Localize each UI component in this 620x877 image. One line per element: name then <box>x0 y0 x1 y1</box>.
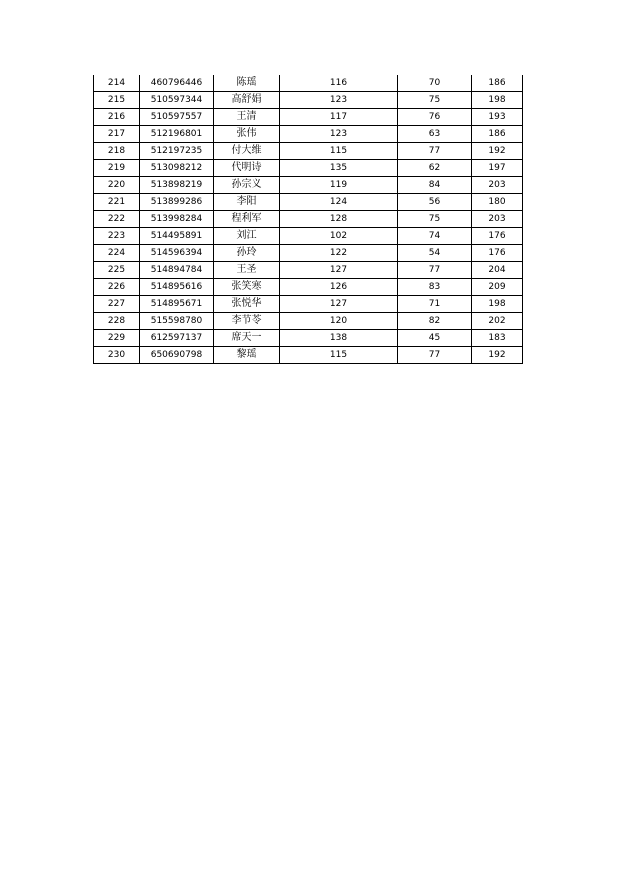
student-name-cell: 王清 <box>214 109 280 126</box>
student-name-cell: 王圣 <box>214 262 280 279</box>
row-index-cell: 227 <box>94 296 140 313</box>
score-b-cell: 45 <box>398 330 472 347</box>
score-b-cell: 84 <box>398 177 472 194</box>
student-name-cell: 程利军 <box>214 211 280 228</box>
row-index-cell: 220 <box>94 177 140 194</box>
score-b-cell: 62 <box>398 160 472 177</box>
student-id-cell: 512197235 <box>140 143 214 160</box>
student-name-cell: 席天一 <box>214 330 280 347</box>
score-b-cell: 71 <box>398 296 472 313</box>
score-a-cell: 123 <box>280 92 398 109</box>
table-row <box>94 330 523 347</box>
total-score-cell: 180 <box>472 194 523 211</box>
score-b-cell: 56 <box>398 194 472 211</box>
score-a-cell: 123 <box>280 126 398 143</box>
score-a-cell: 120 <box>280 313 398 330</box>
table-row <box>94 313 523 330</box>
total-score-cell: 202 <box>472 313 523 330</box>
table-row <box>94 92 523 109</box>
table-row <box>94 211 523 228</box>
score-a-cell: 115 <box>280 143 398 160</box>
table-row <box>94 75 523 92</box>
score-a-cell: 115 <box>280 347 398 364</box>
score-a-cell: 126 <box>280 279 398 296</box>
student-id-cell: 513998284 <box>140 211 214 228</box>
student-id-cell: 514596394 <box>140 245 214 262</box>
total-score-cell: 186 <box>472 75 523 92</box>
student-id-cell: 512196801 <box>140 126 214 143</box>
score-a-cell: 138 <box>280 330 398 347</box>
score-a-cell: 128 <box>280 211 398 228</box>
student-name-cell: 孙宗义 <box>214 177 280 194</box>
table-row <box>94 126 523 143</box>
student-name-cell: 李阳 <box>214 194 280 211</box>
student-id-cell: 612597137 <box>140 330 214 347</box>
total-score-cell: 183 <box>472 330 523 347</box>
total-score-cell: 198 <box>472 296 523 313</box>
score-b-cell: 76 <box>398 109 472 126</box>
table-row <box>94 109 523 126</box>
score-b-cell: 54 <box>398 245 472 262</box>
score-b-cell: 63 <box>398 126 472 143</box>
total-score-cell: 192 <box>472 347 523 364</box>
score-a-cell: 124 <box>280 194 398 211</box>
row-index-cell: 223 <box>94 228 140 245</box>
score-b-cell: 82 <box>398 313 472 330</box>
row-index-cell: 216 <box>94 109 140 126</box>
student-id-cell: 514495891 <box>140 228 214 245</box>
student-name-cell: 孙玲 <box>214 245 280 262</box>
score-a-cell: 116 <box>280 75 398 92</box>
row-index-cell: 217 <box>94 126 140 143</box>
row-index-cell: 221 <box>94 194 140 211</box>
student-name-cell: 张笑寒 <box>214 279 280 296</box>
score-b-cell: 77 <box>398 143 472 160</box>
score-b-cell: 75 <box>398 211 472 228</box>
table-row <box>94 347 523 364</box>
student-id-cell: 514895616 <box>140 279 214 296</box>
table-row <box>94 296 523 313</box>
table-row <box>94 228 523 245</box>
student-id-cell: 514894784 <box>140 262 214 279</box>
student-name-cell: 张悦华 <box>214 296 280 313</box>
student-id-cell: 513898219 <box>140 177 214 194</box>
student-id-cell: 460796446 <box>140 75 214 92</box>
row-index-cell: 228 <box>94 313 140 330</box>
total-score-cell: 192 <box>472 143 523 160</box>
table-row <box>94 279 523 296</box>
total-score-cell: 197 <box>472 160 523 177</box>
student-id-cell: 513899286 <box>140 194 214 211</box>
total-score-cell: 176 <box>472 228 523 245</box>
row-index-cell: 218 <box>94 143 140 160</box>
score-b-cell: 70 <box>398 75 472 92</box>
total-score-cell: 198 <box>472 92 523 109</box>
score-a-cell: 127 <box>280 296 398 313</box>
student-name-cell: 张伟 <box>214 126 280 143</box>
table-row <box>94 177 523 194</box>
student-name-cell: 刘江 <box>214 228 280 245</box>
row-index-cell: 214 <box>94 75 140 92</box>
row-index-cell: 226 <box>94 279 140 296</box>
table-row <box>94 245 523 262</box>
student-name-cell: 高舒娟 <box>214 92 280 109</box>
table-row <box>94 160 523 177</box>
score-b-cell: 74 <box>398 228 472 245</box>
score-a-cell: 122 <box>280 245 398 262</box>
student-id-cell: 510597557 <box>140 109 214 126</box>
score-table <box>93 75 523 364</box>
table-row <box>94 143 523 160</box>
score-b-cell: 77 <box>398 262 472 279</box>
total-score-cell: 176 <box>472 245 523 262</box>
score-a-cell: 127 <box>280 262 398 279</box>
row-index-cell: 225 <box>94 262 140 279</box>
total-score-cell: 203 <box>472 177 523 194</box>
student-id-cell: 510597344 <box>140 92 214 109</box>
total-score-cell: 203 <box>472 211 523 228</box>
score-a-cell: 135 <box>280 160 398 177</box>
score-a-cell: 117 <box>280 109 398 126</box>
score-a-cell: 119 <box>280 177 398 194</box>
student-name-cell: 代明诗 <box>214 160 280 177</box>
total-score-cell: 209 <box>472 279 523 296</box>
student-name-cell: 李节苓 <box>214 313 280 330</box>
student-id-cell: 650690798 <box>140 347 214 364</box>
table-row <box>94 194 523 211</box>
score-b-cell: 83 <box>398 279 472 296</box>
student-name-cell: 陈瑶 <box>214 75 280 92</box>
row-index-cell: 219 <box>94 160 140 177</box>
table-row <box>94 262 523 279</box>
student-id-cell: 514895671 <box>140 296 214 313</box>
student-id-cell: 515598780 <box>140 313 214 330</box>
total-score-cell: 204 <box>472 262 523 279</box>
student-name-cell: 黎瑶 <box>214 347 280 364</box>
score-a-cell: 102 <box>280 228 398 245</box>
score-table-body <box>94 75 523 364</box>
row-index-cell: 229 <box>94 330 140 347</box>
student-name-cell: 付大维 <box>214 143 280 160</box>
row-index-cell: 215 <box>94 92 140 109</box>
score-b-cell: 77 <box>398 347 472 364</box>
score-b-cell: 75 <box>398 92 472 109</box>
row-index-cell: 222 <box>94 211 140 228</box>
student-id-cell: 513098212 <box>140 160 214 177</box>
total-score-cell: 193 <box>472 109 523 126</box>
row-index-cell: 230 <box>94 347 140 364</box>
total-score-cell: 186 <box>472 126 523 143</box>
row-index-cell: 224 <box>94 245 140 262</box>
